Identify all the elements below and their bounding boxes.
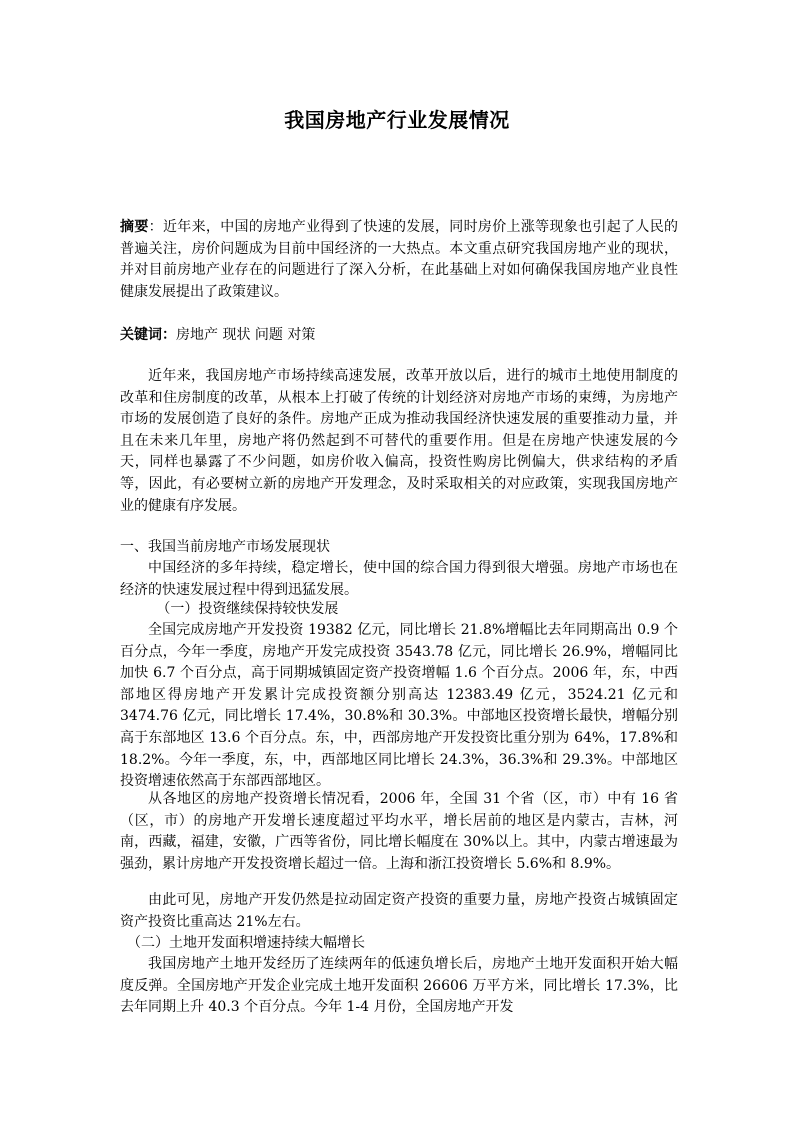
intro-paragraph: 近年来，我国房地产市场持续高速发展，改革开放以后，进行的城市土地使用制度的改革和住房制度的改革，从根本上打破了传统的计划经济对房地产市场的束缚，为房地产市场的发展创造了良好的条件。房地产正成为推动我国经济快速发展的重要推动力量，并且在未来几年里，房地产将仍然起到不可替代的重要作用。但是在房地产快速发展的今天，同样也暴露了不少问题，如房价收入偏高，投资性购房比例偏大，供求结构的矛盾等，因此，有必要树立新的房地产开发理念，及时采取相关的对应政策，实现我国房地产业的健康有序发展。 bbox=[120, 368, 678, 514]
regional-growth-paragraph: 从各地区的房地产投资增长情况看，2006 年，全国 31 个省（区，市）中有 16 省（区，市）的房地产开发增长速度超过平均水平，增长居前的地区是内蒙古，吉林，河南，西藏，福建，安徽，广西等省份，同比增长幅度在 30%以上。其中，内蒙古增速最为强劲，累计房地产开发投资增长超过一倍。上海和浙江投资增长 5.6%和 8.9%。 bbox=[120, 791, 678, 872]
subsection-2-heading: （二）土地开发面积增速持续大幅增长 bbox=[127, 935, 365, 951]
section-1-heading: 一、我国当前房地产市场发展现状 bbox=[120, 539, 330, 555]
keywords-label: 关键词： bbox=[120, 327, 176, 343]
conclusion-paragraph: 由此可见，房地产开发仍然是拉动固定资产投资的重要力量，房地产投资占城镇固定资产投资比重高达 21%左右。 bbox=[120, 892, 678, 930]
subsection-1-heading: （一）投资继续保持较快发展 bbox=[156, 601, 339, 617]
subsection-2-paragraph: 我国房地产土地开发经历了连续两年的低速负增长后，房地产土地开发面积开始大幅度反弹。全国房地产开发企业完成土地开发面积 26606 万平方米，同比增长 17.3%，比去年同期上升 40.3 个百分点。今年 1-4 月份，全国房地产开发 bbox=[120, 956, 678, 1016]
keywords-text: 房地产 现状 问题 对策 bbox=[176, 327, 316, 343]
abstract-label: 摘要 bbox=[120, 219, 149, 235]
abstract-text: ：近年来，中国的房地产业得到了快速的发展，同时房价上涨等现象也引起了人民的普遍关注，房价问题成为目前中国经济的一大热点。本文重点研究我国房地产业的现状，并对目前房地产业存在的问题进行了深入分析，在此基础上对如何确保我国房地产业良性健康发展提出了政策建议。 bbox=[120, 219, 679, 300]
abstract-paragraph bbox=[120, 217, 678, 303]
section-1-paragraph: 中国经济的多年持续，稳定增长，使中国的综合国力得到很大增强。房地产市场也在经济的快速发展过程中得到迅猛发展。 bbox=[120, 560, 678, 598]
document-title: 我国房地产行业发展情况 bbox=[284, 108, 510, 132]
subsection-1-paragraph: 全国完成房地产开发投资 19382 亿元，同比增长 21.8%增幅比去年同期高出 0.9 个百分点，今年一季度，房地产开发完成投资 3543.78 亿元，同比增长 26.9%，增幅同比加快 6.7 个百分点，高于同期城镇固定资产投资增幅 1.6 个百分点。2006 年，东，中西部地区得房地产开发累计完成投资额分别高达 12383.49 亿元，3524.21 亿元和 3474.76 亿元，同比增长 17.4%，30.8%和 30.3%。中部地区投资增长最快，增幅分别高于东部地区 13.6 个百分点。东，中，西部房地产开发投资比重分别为 64%，17.8%和 18.2%。今年一季度，东，中，西部地区同比增长 24.3%，36.3%和 29.3%。中部地区投资增速依然高于东部西部地区。 bbox=[120, 622, 678, 790]
keywords-line bbox=[120, 325, 678, 347]
